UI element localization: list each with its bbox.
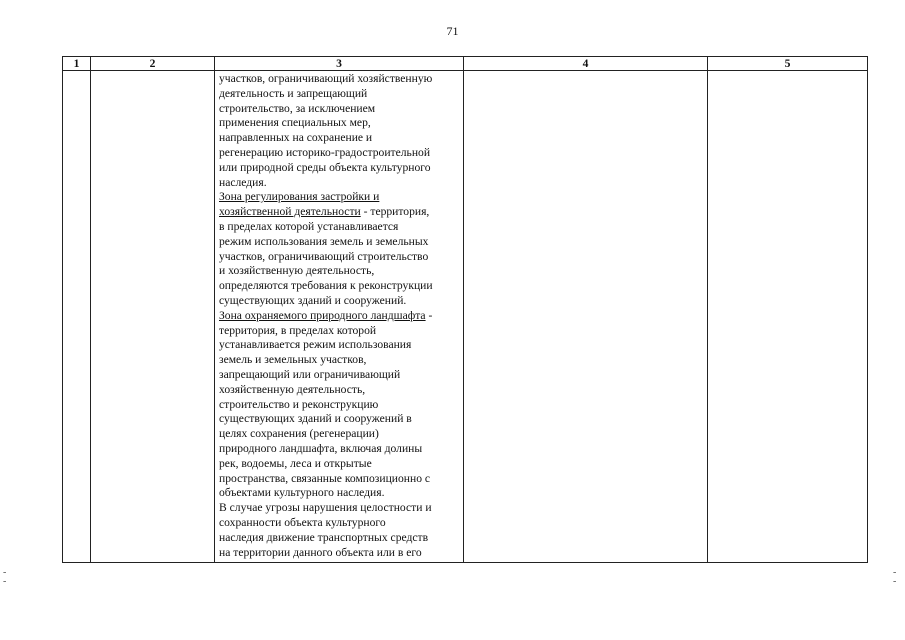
text-segment: в пределах которой устанавливается (219, 219, 399, 233)
table-row (63, 71, 868, 563)
text-segment: территория, в пределах которой (219, 323, 377, 337)
zone-term: Зона охраняемого природного ландшафта (219, 308, 426, 322)
text-line (219, 353, 461, 368)
text-line (219, 309, 461, 324)
column-header-2: 2 (91, 57, 215, 71)
text-line (219, 383, 461, 398)
text-line (219, 472, 461, 487)
text-segment: режим использования земель и земельных (219, 234, 429, 248)
text-segment: направленных на сохранение и (219, 131, 373, 145)
text-segment: определяются требования к реконструкции (219, 279, 433, 293)
text-segment: устанавливается режим использования (219, 338, 412, 352)
text-segment: целях сохранения (регенерации) (219, 427, 379, 441)
text-segment: природного ландшафта, включая долины (219, 441, 423, 455)
text-line (219, 161, 461, 176)
text-line (219, 412, 461, 427)
text-line (219, 87, 461, 102)
text-line (219, 546, 461, 561)
text-line (219, 190, 461, 205)
text-line (219, 116, 461, 131)
text-segment: - (425, 308, 433, 322)
text-line (219, 146, 461, 161)
text-segment: объектами культурного наследия. (219, 486, 385, 500)
text-line (219, 368, 461, 383)
text-line (219, 264, 461, 279)
cell-col-1 (63, 71, 91, 563)
text-segment: рек, водоемы, леса и открытые (219, 456, 372, 470)
text-segment: применения специальных мер, (219, 116, 371, 130)
text-segment: пространства, связанные композиционно с (219, 471, 431, 485)
text-line (219, 131, 461, 146)
scan-edge-mark-right: - - (893, 567, 897, 587)
text-segment: существующих зданий и сооружений. (219, 293, 407, 307)
text-line (219, 516, 461, 531)
text-segment: земель и земельных участков, (219, 353, 367, 367)
text-segment: участков, ограничивающий строительство (219, 249, 429, 263)
column-header-3: 3 (215, 57, 464, 71)
text-line (219, 294, 461, 309)
text-segment: наследия. (219, 175, 267, 189)
text-line (219, 279, 461, 294)
text-segment: деятельность и запрещающий (219, 86, 368, 100)
text-line (219, 72, 461, 87)
text-line (219, 501, 461, 516)
zone-term: хозяйственной деятельности (219, 205, 361, 219)
table-header-row (63, 57, 868, 71)
text-line (219, 205, 461, 220)
text-line (219, 338, 461, 353)
text-line (219, 220, 461, 235)
text-line (219, 398, 461, 413)
text-segment: строительство и реконструкцию (219, 397, 379, 411)
zone-term: Зона регулирования застройки и (219, 190, 380, 204)
cell-col-3-text (215, 71, 464, 563)
text-segment: наследия движение транспортных средств (219, 530, 429, 544)
text-line (219, 235, 461, 250)
text-segment: на территории данного объекта или в его (219, 545, 422, 559)
text-segment: запрещающий или ограничивающий (219, 367, 401, 381)
text-segment: сохранности объекта культурного (219, 515, 386, 529)
cell-col-2 (91, 71, 215, 563)
text-segment: существующих зданий и сооружений в (219, 412, 412, 426)
cell-col-5 (708, 71, 868, 563)
text-line (219, 442, 461, 457)
text-segment: строительство, за исключением (219, 101, 376, 115)
column-header-1: 1 (63, 57, 91, 71)
text-segment: - территория, (360, 205, 430, 219)
text-line (219, 427, 461, 442)
text-segment: участков, ограничивающий хозяйственную (219, 72, 433, 85)
column-header-5: 5 (708, 57, 868, 71)
text-line (219, 102, 461, 117)
text-line (219, 457, 461, 472)
text-line (219, 486, 461, 501)
cell-col-4 (464, 71, 708, 563)
text-line (219, 250, 461, 265)
text-segment: регенерацию историко-градостроительной (219, 145, 431, 159)
document-table (62, 56, 868, 563)
scan-edge-mark-left: - - (3, 567, 7, 587)
column-header-4: 4 (464, 57, 708, 71)
text-segment: или природной среды объекта культурного (219, 160, 431, 174)
text-line (219, 176, 461, 191)
text-segment: В случае угрозы нарушения целостности и (219, 501, 432, 515)
text-segment: и хозяйственную деятельность, (219, 264, 375, 278)
text-line (219, 531, 461, 546)
text-segment: хозяйственную деятельность, (219, 382, 366, 396)
page-number: 71 (446, 24, 459, 38)
text-line (219, 324, 461, 339)
